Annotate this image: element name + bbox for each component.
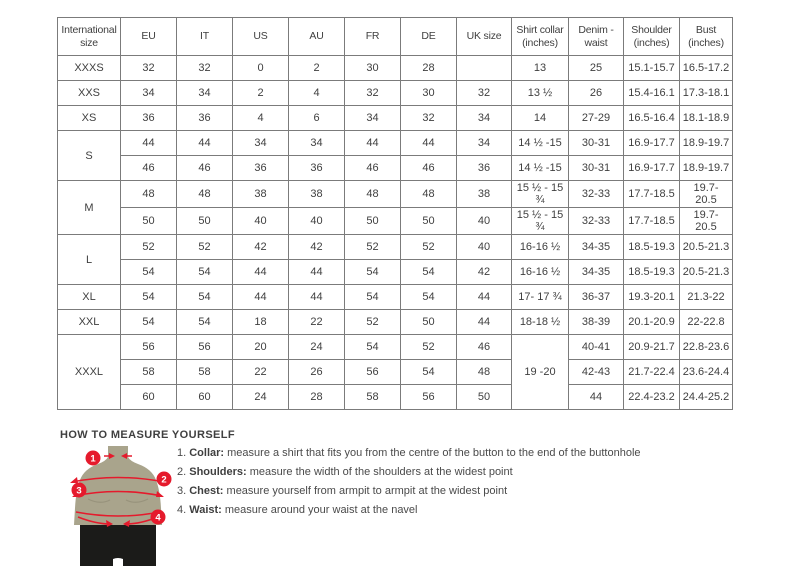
value-cell: 56 [121, 335, 177, 360]
value-cell: 54 [121, 260, 177, 285]
step-label: Collar: [189, 447, 225, 459]
value-cell: 16.9-17.7 [624, 131, 680, 156]
value-cell: 21.7-22.4 [624, 360, 680, 385]
measure-steps-list [177, 447, 641, 523]
value-cell: 26 [289, 360, 345, 385]
size-cell: XXXS [58, 56, 121, 81]
value-cell: 34-35 [569, 260, 624, 285]
table-row [58, 260, 733, 285]
measure-step-3: 3. Chest: measure yourself from armpit to armpit at the widest point [177, 485, 508, 497]
size-cell: XS [58, 106, 121, 131]
value-cell: 40-41 [569, 335, 624, 360]
value-cell: 34 [457, 106, 512, 131]
value-cell: 19.7- 20.5 [680, 208, 733, 235]
size-table-container [57, 17, 733, 410]
value-cell: 16-16 ½ [512, 235, 569, 260]
value-cell: 44 [121, 131, 177, 156]
value-cell: 40 [233, 208, 289, 235]
measurement-figure [57, 446, 179, 566]
value-cell: 46 [177, 156, 233, 181]
mannequin-pants [80, 525, 156, 566]
value-cell: 22.4-23.2 [624, 385, 680, 410]
value-cell: 54 [177, 285, 233, 310]
size-table-body [58, 56, 733, 410]
column-header-10: Shoulder (inches) [624, 18, 680, 56]
value-cell: 2 [289, 56, 345, 81]
measure-step-2: 2. Shoulders: measure the width of the shoulders at the widest point [177, 466, 513, 478]
value-cell: 48 [121, 181, 177, 208]
value-cell: 50 [401, 310, 457, 335]
value-cell: 54 [401, 360, 457, 385]
value-cell: 52 [345, 235, 401, 260]
value-cell: 15 ½ - 15 ¾ [512, 208, 569, 235]
value-cell: 54 [345, 335, 401, 360]
value-cell: 58 [177, 360, 233, 385]
column-header-7: UK size [457, 18, 512, 56]
value-cell: 32-33 [569, 208, 624, 235]
value-cell: 36 [121, 106, 177, 131]
table-row [58, 310, 733, 335]
value-cell: 34 [177, 81, 233, 106]
value-cell: 22 [289, 310, 345, 335]
column-header-1: EU [121, 18, 177, 56]
value-cell: 44 [401, 131, 457, 156]
column-header-5: FR [345, 18, 401, 56]
size-table [57, 17, 733, 410]
value-cell: 44 [289, 260, 345, 285]
value-cell: 34 [121, 81, 177, 106]
value-cell [457, 56, 512, 81]
value-cell: 38 [289, 181, 345, 208]
value-cell: 18.1-18.9 [680, 106, 733, 131]
size-cell: XL [58, 285, 121, 310]
value-cell: 40 [457, 208, 512, 235]
value-cell: 36-37 [569, 285, 624, 310]
table-row [58, 156, 733, 181]
svg-text:3: 3 [76, 485, 82, 497]
table-row [58, 208, 733, 235]
value-cell: 50 [177, 208, 233, 235]
value-cell: 0 [233, 56, 289, 81]
value-cell: 20.1-20.9 [624, 310, 680, 335]
table-row [58, 81, 733, 106]
value-cell: 27-29 [569, 106, 624, 131]
value-cell: 44 [233, 260, 289, 285]
value-cell: 17.7-18.5 [624, 181, 680, 208]
value-cell: 21.3-22 [680, 285, 733, 310]
value-cell: 14 [512, 106, 569, 131]
value-cell: 24 [233, 385, 289, 410]
how-to-measure-title: HOW TO MEASURE YOURSELF [60, 429, 236, 441]
value-cell: 34-35 [569, 235, 624, 260]
value-cell: 34 [233, 131, 289, 156]
column-header-6: DE [401, 18, 457, 56]
value-cell: 18.9-19.7 [680, 131, 733, 156]
value-cell: 18.5-19.3 [624, 260, 680, 285]
value-cell: 30-31 [569, 131, 624, 156]
column-header-9: Denim - waist [569, 18, 624, 56]
value-cell: 20.9-21.7 [624, 335, 680, 360]
value-cell: 48 [401, 181, 457, 208]
value-cell: 14 ½ -15 [512, 156, 569, 181]
table-row [58, 181, 733, 208]
value-cell: 52 [177, 235, 233, 260]
value-cell: 20.5-21.3 [680, 235, 733, 260]
collar-cell: 19 -20 [512, 335, 569, 410]
value-cell: 18.5-19.3 [624, 235, 680, 260]
measure-step-1: 1. Collar: measure a shirt that fits you from the centre of the button to the end of the buttonhole [177, 447, 641, 459]
value-cell: 46 [345, 156, 401, 181]
value-cell: 54 [401, 285, 457, 310]
value-cell: 2 [233, 81, 289, 106]
value-cell: 4 [289, 81, 345, 106]
value-cell: 24 [289, 335, 345, 360]
value-cell: 52 [121, 235, 177, 260]
size-table-header [58, 18, 733, 56]
value-cell: 58 [345, 385, 401, 410]
table-row [58, 235, 733, 260]
value-cell: 14 ½ -15 [512, 131, 569, 156]
value-cell: 22-22.8 [680, 310, 733, 335]
value-cell: 48 [345, 181, 401, 208]
value-cell: 22 [233, 360, 289, 385]
value-cell: 26 [569, 81, 624, 106]
value-cell: 20.5-21.3 [680, 260, 733, 285]
step-label: Chest: [189, 485, 224, 497]
value-cell: 23.6-24.4 [680, 360, 733, 385]
table-row [58, 385, 733, 410]
value-cell: 56 [401, 385, 457, 410]
value-cell: 15 ½ - 15 ¾ [512, 181, 569, 208]
value-cell: 42 [289, 235, 345, 260]
value-cell: 50 [457, 385, 512, 410]
value-cell: 52 [401, 235, 457, 260]
value-cell: 34 [457, 131, 512, 156]
size-cell: M [58, 181, 121, 235]
value-cell: 30 [401, 81, 457, 106]
value-cell: 32 [345, 81, 401, 106]
value-cell: 32 [457, 81, 512, 106]
value-cell: 54 [177, 310, 233, 335]
value-cell: 19.3-20.1 [624, 285, 680, 310]
value-cell: 42-43 [569, 360, 624, 385]
value-cell: 36 [233, 156, 289, 181]
table-row [58, 335, 733, 360]
header-row [58, 18, 733, 56]
value-cell: 44 [569, 385, 624, 410]
value-cell: 54 [345, 260, 401, 285]
value-cell: 40 [289, 208, 345, 235]
size-cell: XXL [58, 310, 121, 335]
value-cell: 50 [121, 208, 177, 235]
value-cell: 34 [345, 106, 401, 131]
value-cell: 34 [289, 131, 345, 156]
value-cell: 44 [289, 285, 345, 310]
value-cell: 20 [233, 335, 289, 360]
value-cell: 36 [457, 156, 512, 181]
value-cell: 18.9-19.7 [680, 156, 733, 181]
value-cell: 16.5-16.4 [624, 106, 680, 131]
value-cell: 52 [401, 335, 457, 360]
value-cell: 17.3-18.1 [680, 81, 733, 106]
value-cell: 52 [345, 310, 401, 335]
column-header-2: IT [177, 18, 233, 56]
value-cell: 58 [121, 360, 177, 385]
value-cell: 13 ½ [512, 81, 569, 106]
value-cell: 22.8-23.6 [680, 335, 733, 360]
value-cell: 50 [401, 208, 457, 235]
column-header-8: Shirt collar (inches) [512, 18, 569, 56]
svg-text:2: 2 [161, 474, 167, 486]
value-cell: 32 [121, 56, 177, 81]
svg-text:1: 1 [90, 453, 96, 465]
value-cell: 56 [345, 360, 401, 385]
value-cell: 30-31 [569, 156, 624, 181]
table-row [58, 360, 733, 385]
value-cell: 56 [177, 335, 233, 360]
value-cell: 16.9-17.7 [624, 156, 680, 181]
value-cell: 54 [401, 260, 457, 285]
value-cell: 24.4-25.2 [680, 385, 733, 410]
size-cell: XXXL [58, 335, 121, 410]
value-cell: 60 [121, 385, 177, 410]
value-cell: 15.1-15.7 [624, 56, 680, 81]
measure-step-4: 4. Waist: measure around your waist at the navel [177, 504, 418, 516]
value-cell: 40 [457, 235, 512, 260]
value-cell: 30 [345, 56, 401, 81]
value-cell: 17- 17 ¾ [512, 285, 569, 310]
table-row [58, 106, 733, 131]
size-cell: S [58, 131, 121, 181]
value-cell: 46 [401, 156, 457, 181]
value-cell: 18 [233, 310, 289, 335]
value-cell: 54 [121, 285, 177, 310]
value-cell: 25 [569, 56, 624, 81]
value-cell: 38 [457, 181, 512, 208]
value-cell: 16-16 ½ [512, 260, 569, 285]
size-cell: XXS [58, 81, 121, 106]
value-cell: 42 [233, 235, 289, 260]
value-cell: 44 [457, 285, 512, 310]
value-cell: 44 [177, 131, 233, 156]
value-cell: 18-18 ½ [512, 310, 569, 335]
column-header-3: US [233, 18, 289, 56]
value-cell: 44 [233, 285, 289, 310]
value-cell: 28 [401, 56, 457, 81]
value-cell: 28 [289, 385, 345, 410]
value-cell: 54 [345, 285, 401, 310]
value-cell: 54 [121, 310, 177, 335]
value-cell: 16.5-17.2 [680, 56, 733, 81]
value-cell: 42 [457, 260, 512, 285]
value-cell: 44 [345, 131, 401, 156]
value-cell: 48 [457, 360, 512, 385]
value-cell: 32-33 [569, 181, 624, 208]
value-cell: 15.4-16.1 [624, 81, 680, 106]
value-cell: 4 [233, 106, 289, 131]
table-row [58, 285, 733, 310]
column-header-4: AU [289, 18, 345, 56]
value-cell: 48 [177, 181, 233, 208]
column-header-11: Bust (inches) [680, 18, 733, 56]
size-cell: L [58, 235, 121, 285]
value-cell: 6 [289, 106, 345, 131]
svg-text:4: 4 [155, 512, 161, 524]
value-cell: 54 [177, 260, 233, 285]
value-cell: 38 [233, 181, 289, 208]
value-cell: 44 [457, 310, 512, 335]
mannequin-figure [57, 446, 179, 566]
value-cell: 50 [345, 208, 401, 235]
value-cell: 32 [401, 106, 457, 131]
value-cell: 36 [289, 156, 345, 181]
value-cell: 32 [177, 56, 233, 81]
value-cell: 19.7- 20.5 [680, 181, 733, 208]
value-cell: 36 [177, 106, 233, 131]
value-cell: 17.7-18.5 [624, 208, 680, 235]
step-label: Shoulders: [189, 466, 247, 478]
value-cell: 13 [512, 56, 569, 81]
value-cell: 38-39 [569, 310, 624, 335]
table-row [58, 131, 733, 156]
value-cell: 46 [457, 335, 512, 360]
table-row [58, 56, 733, 81]
step-label: Waist: [189, 504, 222, 516]
column-header-0: International size [58, 18, 121, 56]
value-cell: 46 [121, 156, 177, 181]
value-cell: 60 [177, 385, 233, 410]
